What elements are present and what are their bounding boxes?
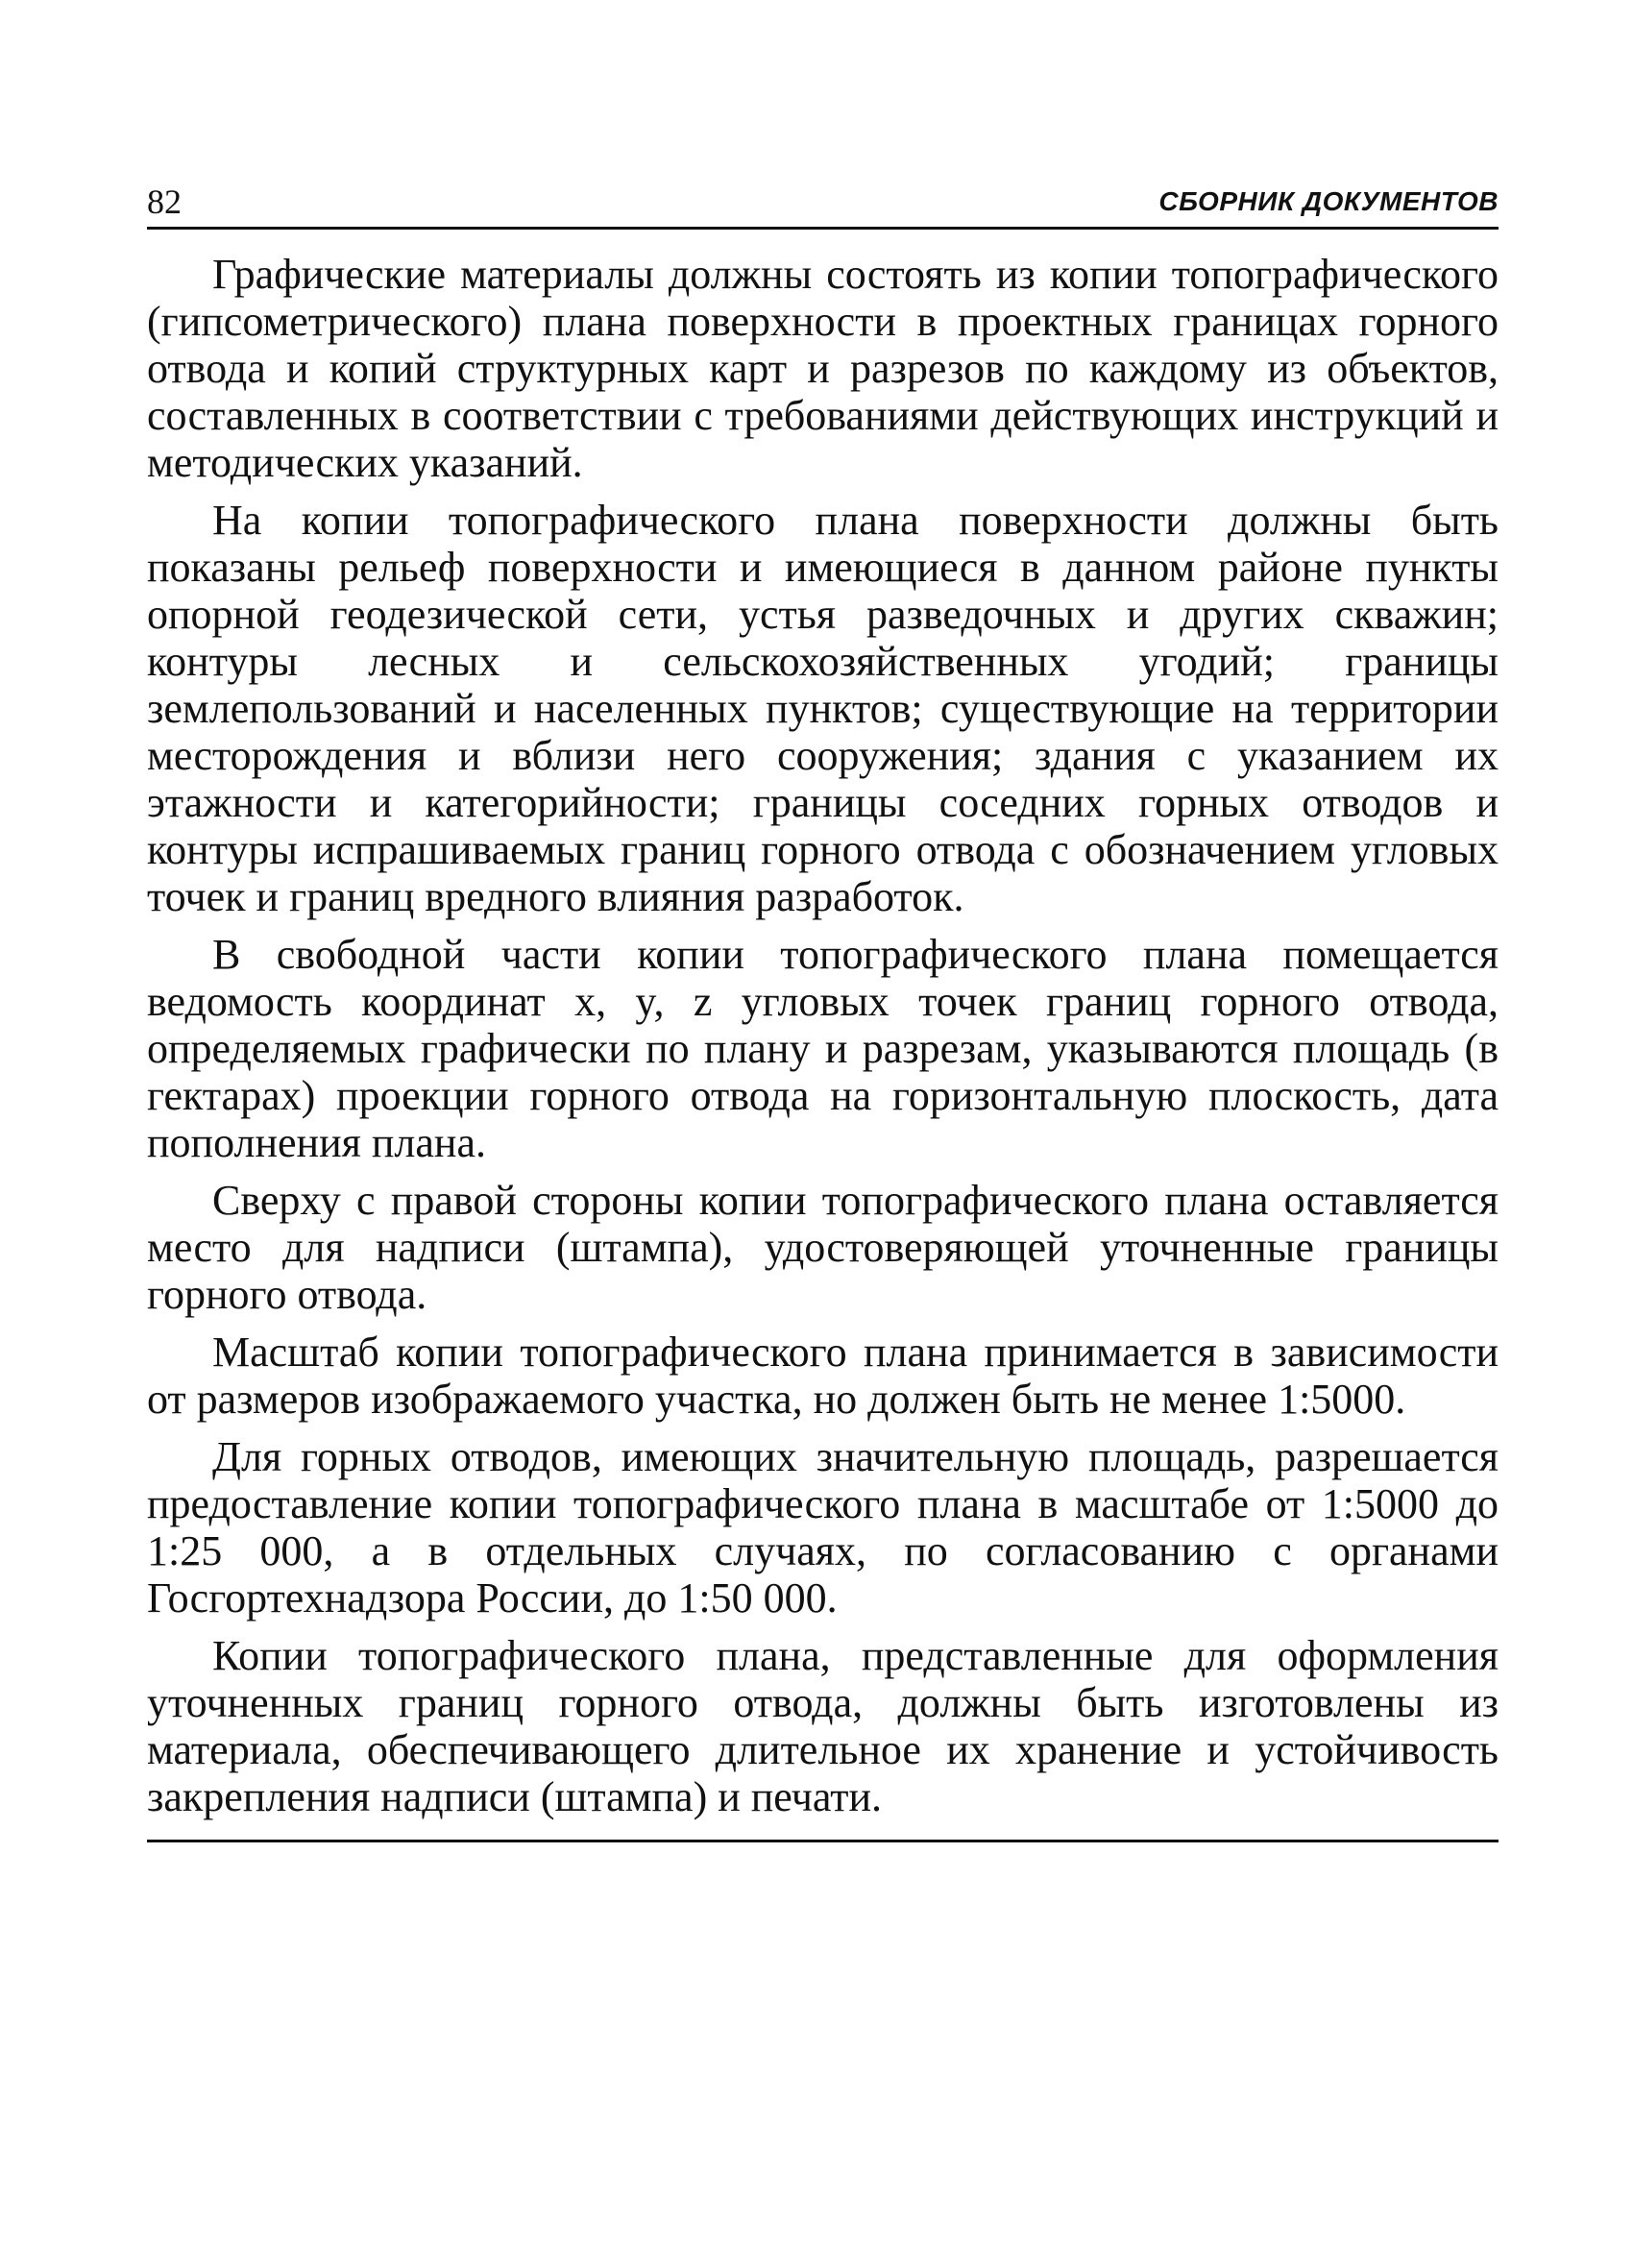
collection-title: СБОРНИК ДОКУМЕНТОВ — [1158, 186, 1499, 216]
paragraph-topographic-plan-content: На копии топографического плана поверхности должны быть показаны рельеф поверхности и имеющиеся в данном районе пункты опорной геодезической сети, устья разведочных и других скважин; контуры лесных и сельскохозяйственных угодий; границы землепользований и населенных пунктов; существующие на территории месторождения и вблизи него сооружения; здания с указанием их этажности и категорийности; границы соседних горных отводов и контуры испрашиваемых границ горного отвода с обозначением угловых точек и границ вредного влияния разработок. — [147, 497, 1499, 920]
paragraph-graphic-materials: Графические материалы должны состоять из копии топографического (гипсометрического) плана поверхности в проектных границах горного отвода и копий структурных карт и разрезов по каждому из объектов, составленных в соответствии с требованиями действующих инструкций и методических указаний. — [147, 251, 1499, 486]
running-header — [147, 183, 1499, 230]
paragraph-coordinates-statement: В свободной части копии топографического плана помещается ведомость координат x, y, z угловых точек границ горного отвода, определяемых графически по плану и разрезам, указываются площадь (в гектарах) проекции горного отвода на горизонтальную плоскость, дата пополнения плана. — [147, 931, 1499, 1166]
document-page — [147, 183, 1499, 1850]
page-end-rule — [147, 1840, 1499, 1842]
paragraph-plan-scale: Масштаб копии топографического плана принимается в зависимости от размеров изображаемого участка, но должен быть не менее 1:5000. — [147, 1329, 1499, 1423]
paragraph-plan-copies-material: Копии топографического плана, представленные для оформления уточненных границ горного отвода, должны быть изготовлены из материала, обеспечивающего длительное их хранение и устойчивость закрепления надписи (штампа) и печати. — [147, 1632, 1499, 1820]
paragraph-large-allotments: Для горных отводов, имеющих значительную площадь, разрешается предоставление копии топографического плана в масштабе от 1:5000 до 1:25 000, а в отдельных случаях, по согласованию с органами Госгортехнадзора России, до 1:50 000. — [147, 1433, 1499, 1622]
body-text — [147, 251, 1499, 1820]
paragraph-stamp-place: Сверху с правой стороны копии топографического плана оставляется место для надписи (штампа), удостоверяющей уточненные границы горного отвода. — [147, 1177, 1499, 1318]
page-number: 82 — [147, 183, 182, 221]
